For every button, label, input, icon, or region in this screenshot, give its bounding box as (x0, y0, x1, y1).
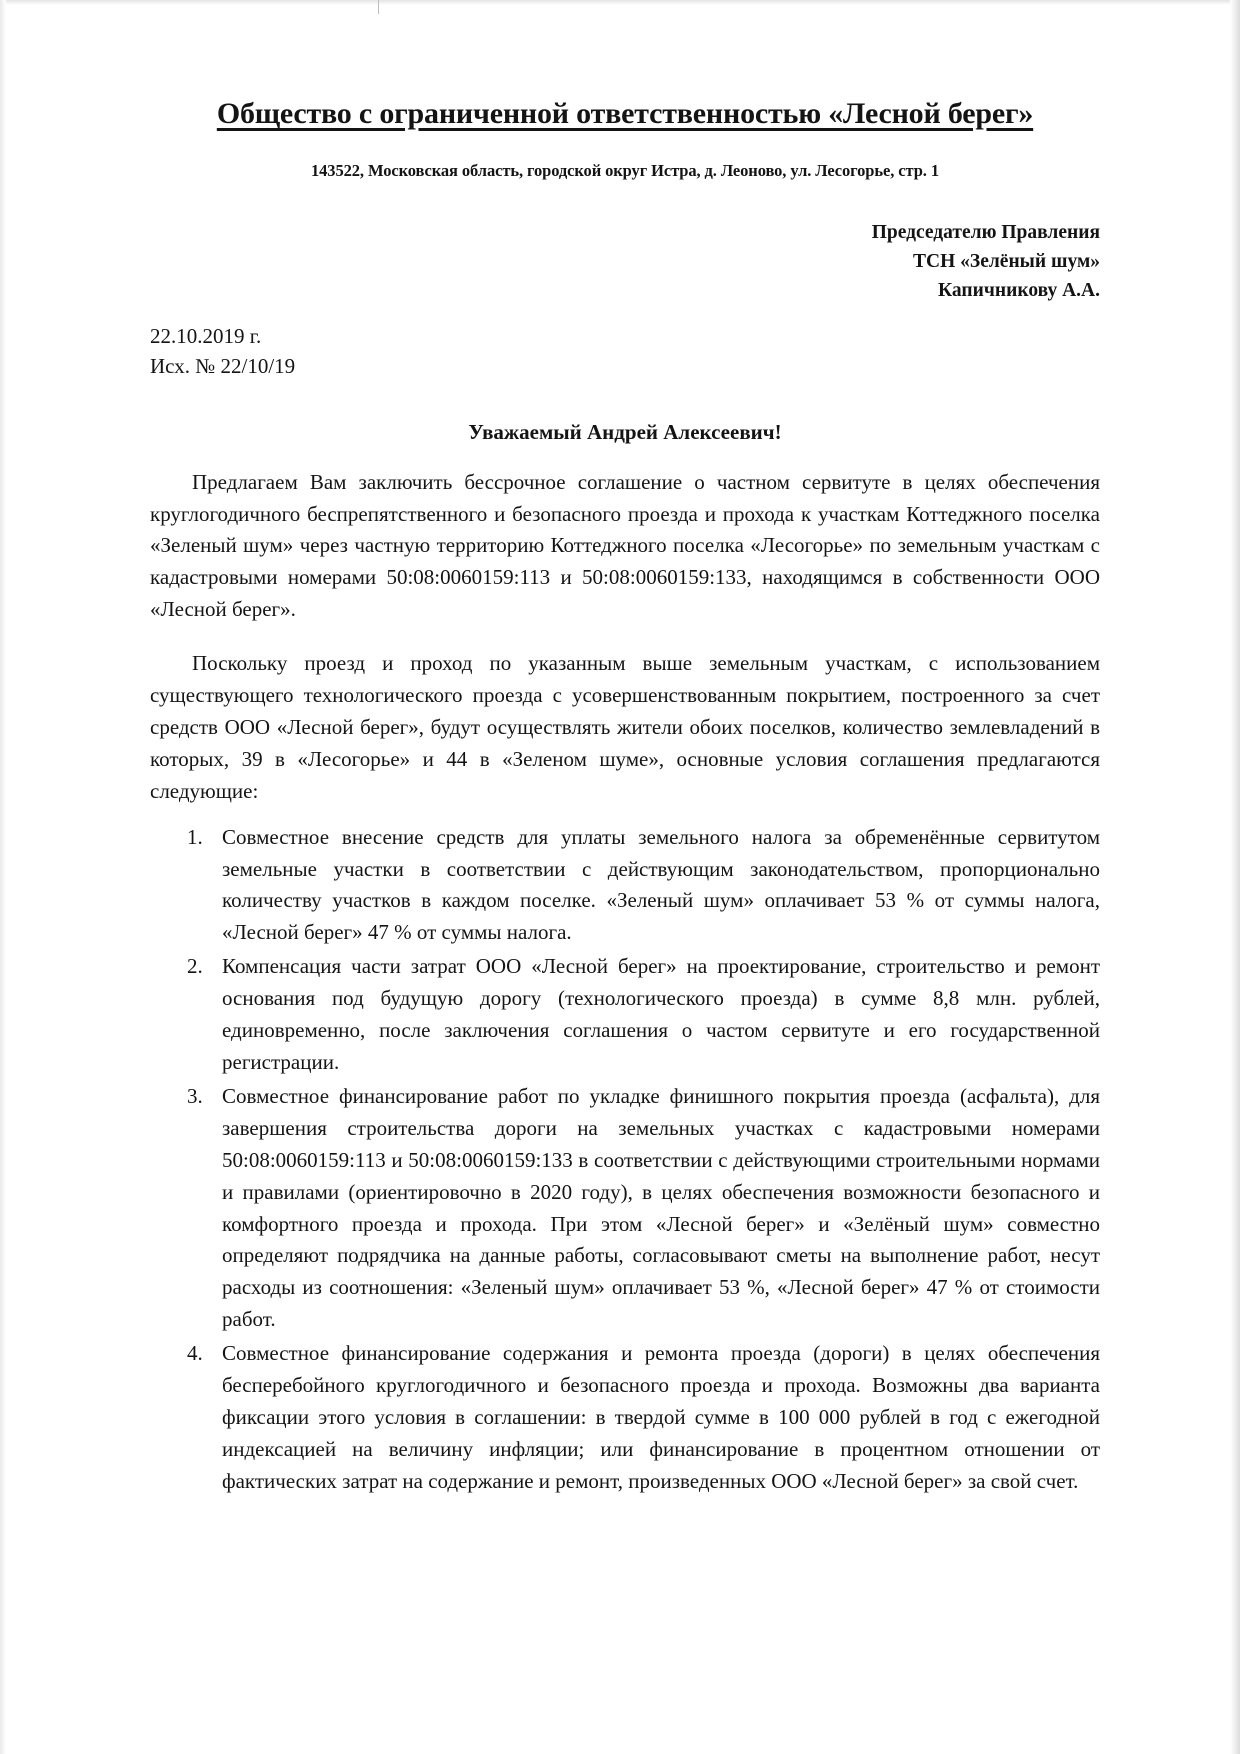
scan-edge-right (1230, 0, 1240, 1754)
terms-list-item: 4. Совместное финансирование содержания и ремонта проезда (дороги) в целях обеспечения бесперебойного круглогодичного и безопасного проезда и прохода. Возможны два варианта фиксации этого условия в соглашении: в твердой сумме в 100 000 рублей в год с ежегодной индексацией на величину инфляции; или финансирование в процентном отношении от фактических затрат на содержание и ремонт, произведенных ООО «Лесной берег» за свой счет. (208, 1338, 1100, 1498)
terms-list-item: 1. Совместное внесение средств для уплаты земельного налога за обременённые сервитутом земельные участки в соответствии с действующим законодательством, пропорционально количеству участков в каждом поселке. «Зеленый шум» оплачивает 53 % от суммы налога, «Лесной берег» 47 % от суммы налога. (208, 822, 1100, 950)
salutation: Уважаемый Андрей Алексеевич! (468, 419, 782, 444)
terms-list (150, 822, 1100, 1498)
letter-date: 22.10.2019 г. (150, 323, 262, 348)
terms-list-item: 2. Компенсация части затрат ООО «Лесной берег» на проектирование, строительство и ремонт основания под будущую дорогу (технологического проезда) в сумме 8,8 млн. рублей, единовременно, после заключения соглашения о частом сервитуте и его государственной регистрации. (208, 951, 1100, 1079)
addressee-name: Капичникову А.А. (938, 280, 1100, 302)
body-paragraph-1: Предлагаем Вам заключить бессрочное соглашение о частном сервитуте в целях обеспечения круглогодичного беспрепятственного и безопасного проезда и прохода к участкам Коттеджного поселка «Зеленый шум» через частную территорию Коттеджного поселка «Лесогорье» по земельным участкам с кадастровыми номерами 50:08:0060159:113 и 50:08:0060159:133, находящимся в собственности ООО «Лесной берег». (150, 469, 1100, 622)
addressee-organization: ТСН «Зелёный шум» (913, 251, 1100, 273)
organization-title: Общество с ограниченной ответственностью «Лесной берег» (216, 97, 1034, 130)
letter-content (150, 96, 1100, 1498)
scan-edge-left (0, 0, 6, 1754)
terms-list-item: 3. Совместное финансирование работ по укладке финишного покрытия проезда (асфальта), для завершения строительства дороги на земельных участках с кадастровыми номерами 50:08:0060159:113 и 50:08:0060159:133 в соответствии с действующими строительными нормами и правилами (ориентировочно в 2020 году), в целях обеспечения возможности безопасного и комфортного проезда и прохода. При этом «Лесной берег» и «Зелёный шум» совместно определяют подрядчика на данные работы, согласовывают сметы на выполнение работ, несут расходы из соотношения: «Зеленый шум» оплачивает 53 %, «Лесной берег» 47 % от стоимости работ. (208, 1081, 1100, 1336)
scan-artifact-mark (378, 0, 379, 14)
scan-edge-top (0, 0, 1240, 5)
letter-outgoing-number: Исх. № 22/10/19 (150, 353, 296, 378)
addressee-position: Председателю Правления (871, 222, 1100, 244)
organization-address: 143522, Московская область, городской округ Истра, д. Леоново, ул. Лесогорье, стр. 1 (311, 161, 939, 181)
addressee-block (150, 219, 1100, 306)
body-paragraph-2: Поскольку проезд и проход по указанным выше земельным участкам, с использованием существующего технологического проезда с усовершенствованным покрытием, построенного за счет средств ООО «Лесной берег», будут осуществлять жители обоих поселков, количество землевладений в которых, 39 в «Лесогорье» и 44 в «Зеленом шуме», основные условия соглашения предлагаются следующие: (150, 651, 1100, 803)
reference-block (150, 322, 1100, 382)
